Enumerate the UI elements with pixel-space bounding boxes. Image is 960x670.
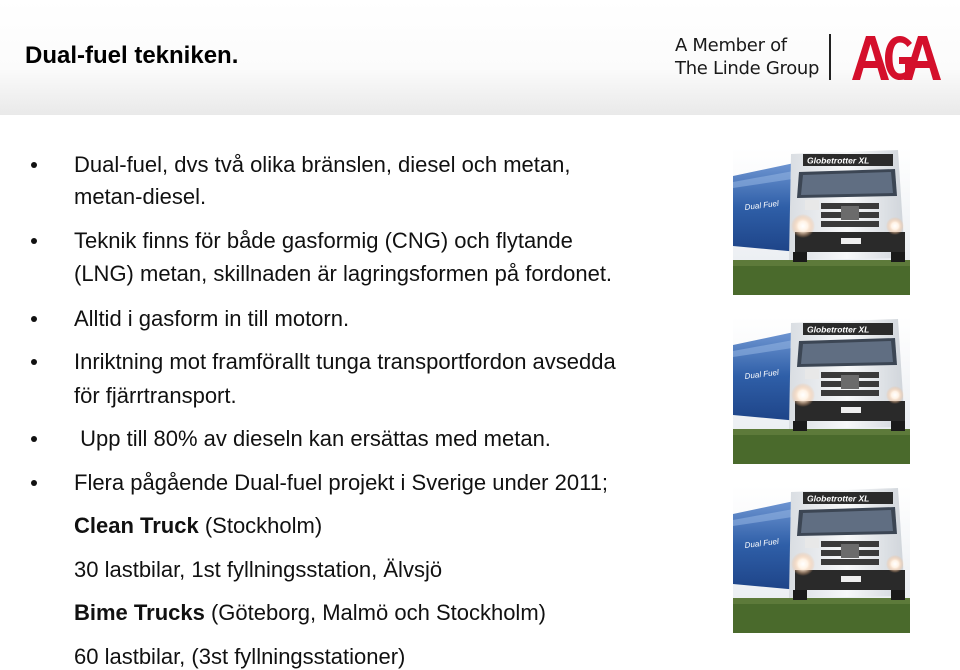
truck-photo: [733, 317, 910, 464]
truck-photo: [733, 486, 910, 633]
bullet-text: Alltid i gasform in till motorn.: [74, 306, 350, 331]
bullet-marker: [31, 238, 37, 244]
brand-tagline: [675, 34, 819, 80]
bullet-marker: [31, 316, 37, 322]
bullet-text: (LNG) metan, skillnaden är lagringsformen på fordonet.: [74, 261, 613, 286]
project-detail: 30 lastbilar, 1st fyllningsstation, Älvsjö: [74, 557, 443, 582]
bullet-marker: [31, 436, 37, 442]
brand-tagline-line1: A Member of: [675, 35, 787, 56]
slide-title: Dual-fuel tekniken.: [25, 42, 239, 69]
bullet-text: Teknik finns för både gasformig (CNG) och flytande: [74, 228, 573, 253]
bullet-text: Inriktning mot framförallt tunga transportfordon avsedda: [74, 349, 616, 374]
bullet-marker: [31, 480, 37, 486]
project-line: [74, 600, 546, 626]
project-place: (Göteborg, Malmö och Stockholm): [204, 600, 546, 625]
project-name: Bime Trucks: [74, 600, 205, 625]
brand-divider: [829, 34, 831, 80]
bullet-text: Upp till 80% av dieseln kan ersättas med metan.: [74, 426, 551, 451]
bullet-text: för fjärrtransport.: [74, 383, 237, 408]
truck-photo: [733, 148, 910, 295]
brand-tagline-line2: The Linde Group: [675, 58, 820, 79]
project-place: (Stockholm): [198, 513, 323, 538]
bullet-text: metan-diesel.: [74, 184, 207, 209]
project-detail: 60 lastbilar, (3st fyllningsstationer): [74, 644, 406, 669]
bullet-marker: [31, 162, 37, 168]
aga-logo: [850, 34, 942, 82]
bullet-text: Dual-fuel, dvs två olika bränslen, diesel och metan,: [74, 152, 571, 177]
bullet-marker: [31, 359, 37, 365]
project-line: [74, 513, 322, 539]
slide-header: [0, 0, 960, 115]
project-name: Clean Truck: [74, 513, 199, 538]
bullet-text: Flera pågående Dual-fuel projekt i Sverige under 2011;: [74, 470, 609, 495]
